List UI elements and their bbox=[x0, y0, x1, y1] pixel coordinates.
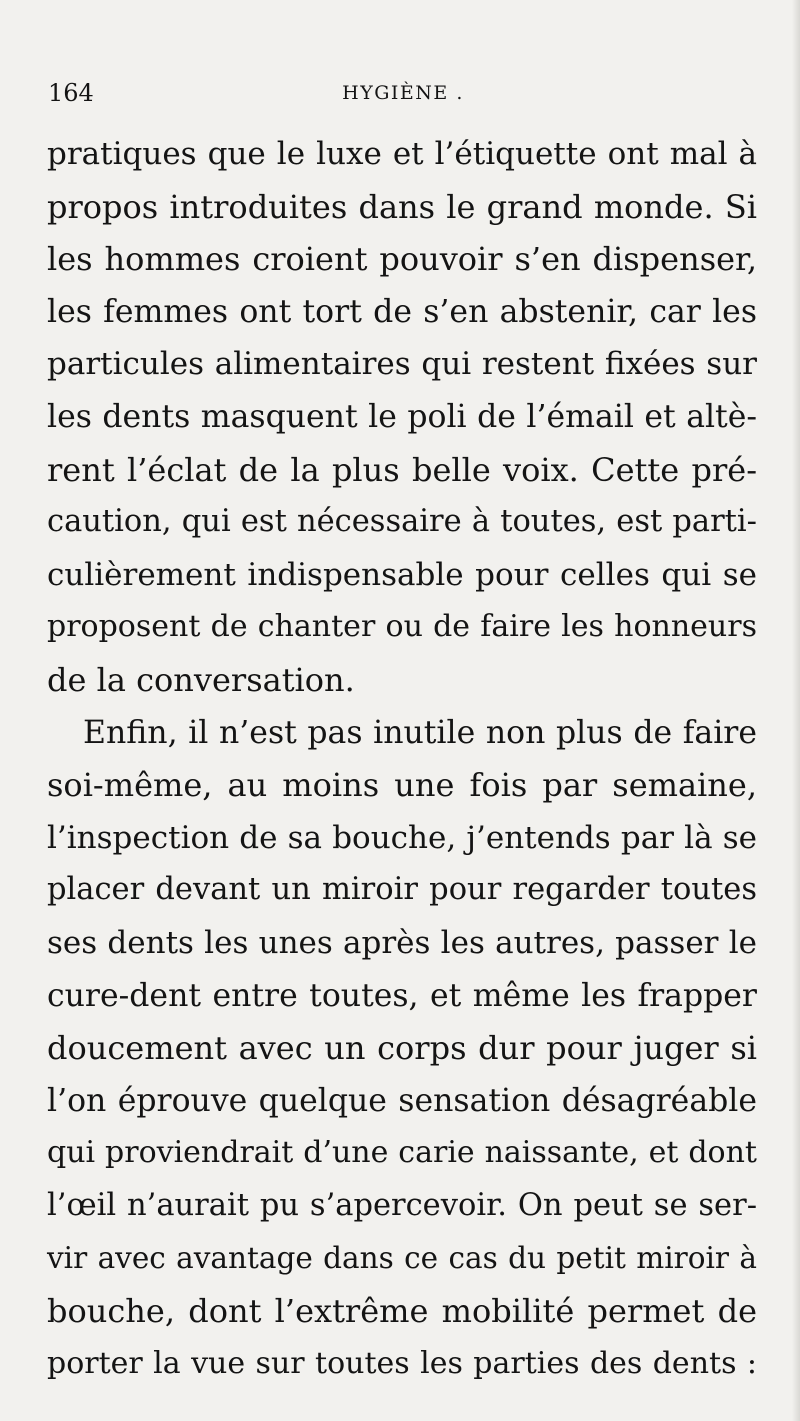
text-line: Enfin, il n’est pas inutile non plus de faire bbox=[83, 714, 757, 751]
text-line: propos introduites dans le grand monde. Si bbox=[47, 187, 757, 226]
text-line: vir avec avantage dans ce cas du petit miroir à bbox=[47, 1241, 757, 1276]
text-line: culièrement indispensable pour celles qui se bbox=[47, 556, 757, 593]
text-line: l’inspection de sa bouche, j’entends par là se bbox=[47, 819, 757, 856]
page-number: 164 bbox=[48, 79, 94, 107]
page-edge bbox=[792, 0, 800, 1421]
text-line: cure-dent entre toutes, et même les frapper bbox=[47, 977, 757, 1014]
text-line: qui proviendrait d’une carie naissante, et dont bbox=[47, 1135, 757, 1171]
text-line: placer devant un miroir pour regarder toutes bbox=[47, 872, 757, 908]
text-line: les hommes croient pouvoir s’en dispenser, bbox=[47, 240, 757, 279]
text-line: pratiques que le luxe et l’étiquette ont mal à bbox=[47, 136, 757, 172]
text-line: l’on éprouve quelque sensation désagréable bbox=[47, 1082, 757, 1119]
text-line: rent l’éclat de la plus belle voix. Cette pré- bbox=[47, 450, 757, 489]
paragraph bbox=[47, 707, 757, 1391]
text-line: porter la vue sur toutes les parties des dents : bbox=[47, 1345, 757, 1381]
text-line: caution, qui est nécessaire à toutes, est parti- bbox=[47, 504, 757, 540]
text-line: de la conversation. bbox=[47, 660, 355, 699]
text-line: proposent de chanter ou de faire les honneurs bbox=[47, 609, 757, 645]
text-line: soi-même, au moins une fois par semaine, bbox=[47, 766, 757, 805]
body-text bbox=[47, 128, 757, 1390]
text-line: particules alimentaires qui restent fixées sur bbox=[47, 346, 757, 383]
text-line: les femmes ont tort de s’en abstenir, car les bbox=[47, 293, 757, 330]
paragraph bbox=[47, 128, 757, 707]
text-line: l’œil n’aurait pu s’apercevoir. On peut se ser- bbox=[47, 1187, 757, 1223]
text-line: les dents masquent le poli de l’émail et altè- bbox=[47, 398, 757, 435]
text-line: ses dents les unes après les autres, passer le bbox=[47, 924, 757, 961]
text-line: bouche, dont l’extrême mobilité permet de bbox=[47, 1292, 757, 1331]
text-line: doucement avec un corps dur pour juger si bbox=[47, 1029, 757, 1068]
running-head: HYGIÈNE . bbox=[342, 82, 464, 104]
page-header bbox=[48, 78, 758, 108]
